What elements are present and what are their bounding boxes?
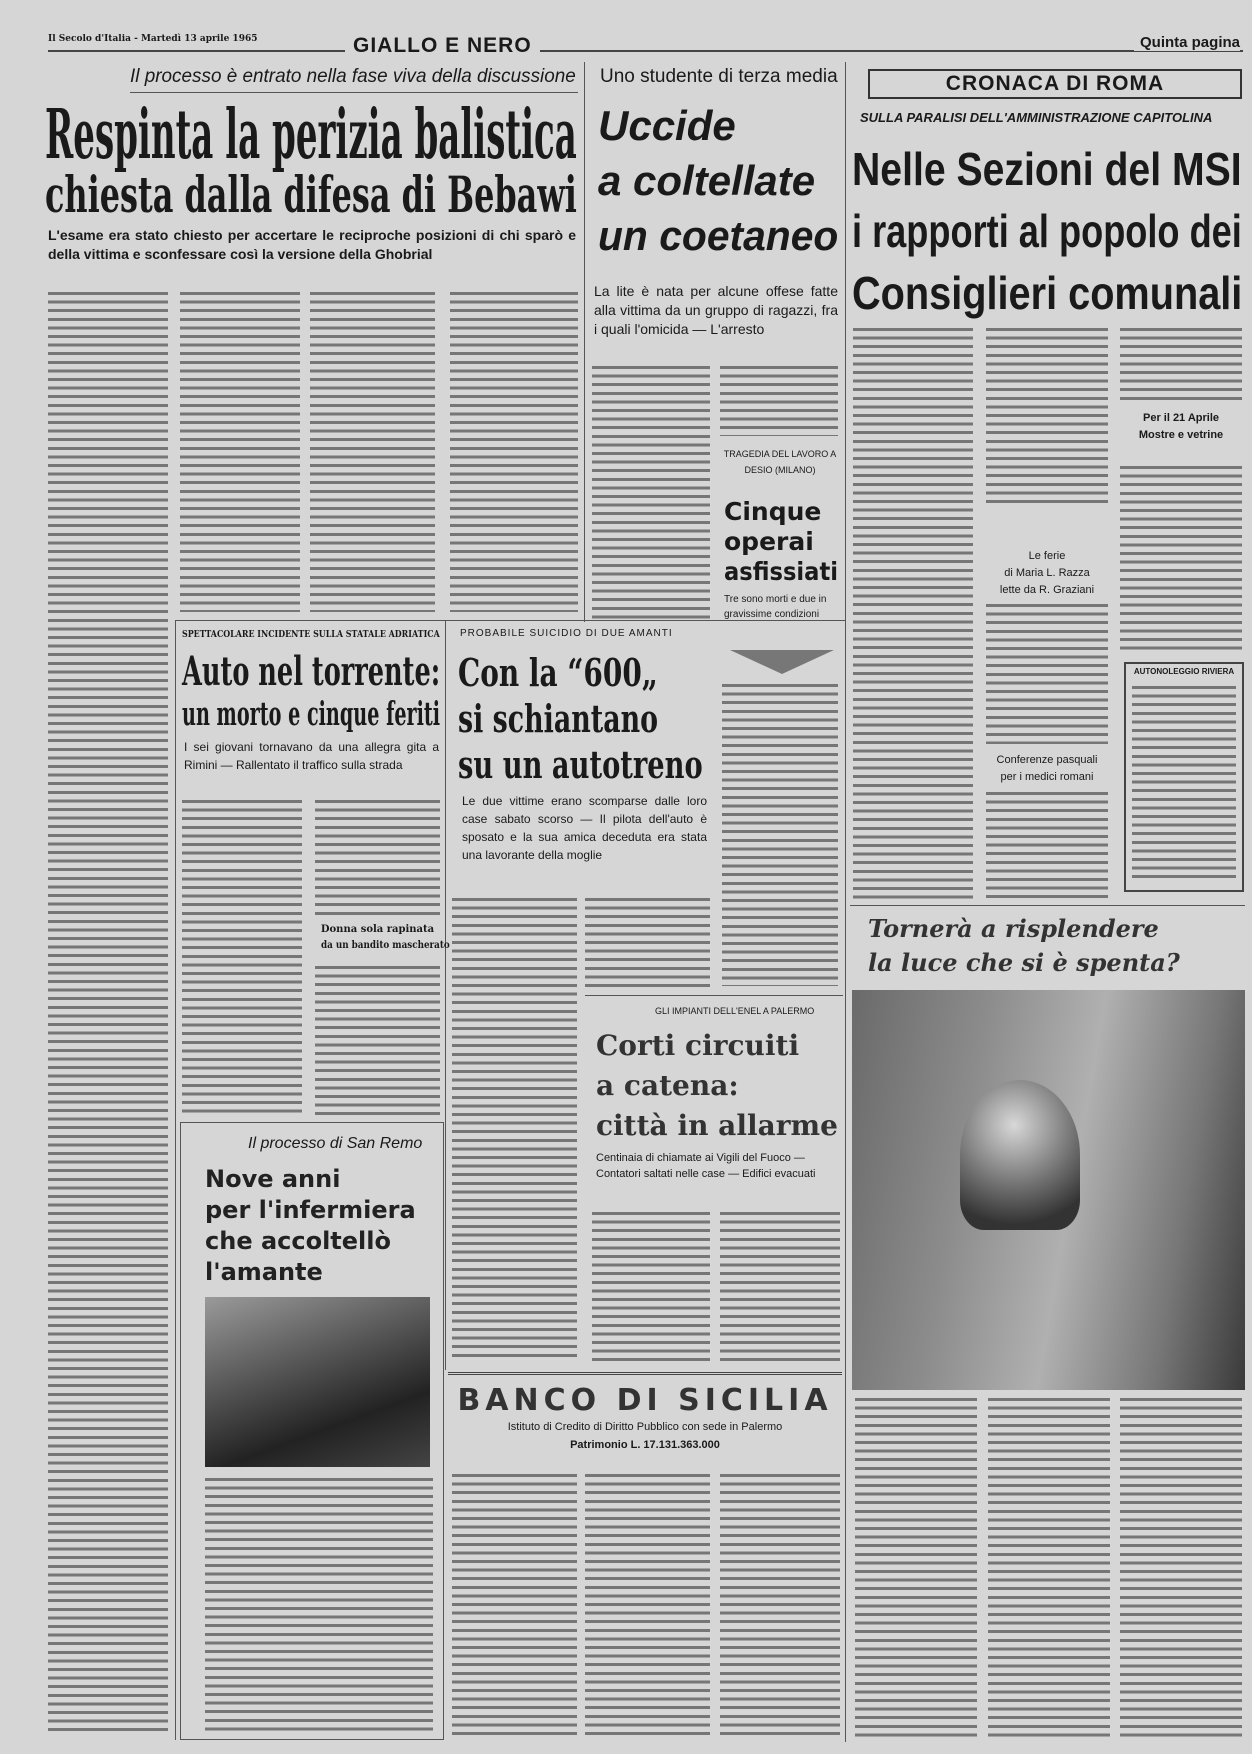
cronaca-sub-conferenze — [986, 752, 1108, 786]
tornera-headline-line: Tornerà a risplendere — [868, 914, 1159, 943]
masthead-rule — [48, 50, 1243, 52]
cronaca-body — [986, 328, 1108, 508]
main-headline-1: Respinta la perizia balistica — [45, 95, 577, 175]
seicento-headline-line: Con la “600„ — [458, 650, 658, 695]
sub-line: Conferenze pasquali — [996, 754, 1098, 766]
cronaca-headline-line: Consiglieri comunali — [852, 267, 1243, 319]
tornera-headline — [868, 912, 1180, 980]
cronaca-headline-line: Nelle Sezioni del MSI — [852, 143, 1242, 195]
cronaca-headline — [852, 138, 1252, 324]
sub-line: da un bandito mascherato — [320, 940, 450, 951]
column-rule — [175, 620, 176, 1740]
student-headline-line: Uccide — [598, 102, 736, 149]
auto-sub — [312, 922, 450, 954]
student-headline-line: un coetaneo — [598, 212, 839, 259]
photo-figure — [960, 1080, 1080, 1230]
main-body — [310, 292, 435, 612]
sub-line: per i medici romani — [1000, 771, 1094, 783]
column-rule — [584, 62, 585, 622]
cinque-headline-line: Cinque — [724, 497, 822, 526]
main-kicker: Il processo è entrato nella fase viva della discussione — [130, 66, 576, 87]
column-rule — [445, 620, 446, 1370]
cinque-headline — [724, 497, 850, 587]
cronaca-body — [986, 604, 1108, 744]
enel-body — [592, 1212, 710, 1362]
seicento-deck: Le due vittime erano scomparse dalle loro case sabato scorso — Il pilota dell'auto è sposato e la sua amica deceduta era stata una lavorante della moglie — [462, 794, 707, 862]
ad-price-list — [1132, 686, 1236, 882]
auto-kicker: SPETTACOLARE INCIDENTE SULLA STATALE ADRIATICA — [182, 630, 440, 640]
student-deck: La lite è nata per alcune offese fatte alla vittima da un gruppo di ragazzi, fra i quali l'omicida — L'arresto — [594, 283, 838, 337]
banco-body — [452, 1474, 577, 1739]
auto-body — [315, 966, 440, 1115]
enel-body — [720, 1212, 840, 1362]
sanremo-headline-line: l'amante — [205, 1258, 323, 1286]
sanremo-headline-line: Nove anni — [205, 1165, 341, 1193]
sanremo-headline — [205, 1164, 416, 1288]
cronaca-body — [1120, 328, 1242, 404]
cinque-headline-line: asfissiati — [724, 557, 839, 586]
seicento-headline — [458, 650, 799, 788]
enel-deck: Centinaia di chiamate ai Vigili del Fuoco — Contatori saltati nelle case — Edifici evacuati — [596, 1152, 816, 1180]
banco-body — [720, 1474, 840, 1739]
sub-line: Donna sola rapinata — [320, 924, 435, 935]
main-body — [180, 292, 300, 612]
tornera-body — [1120, 1398, 1242, 1738]
sanremo-headline-line: che accoltellò — [205, 1227, 391, 1255]
cinque-headline-line: operai — [724, 527, 814, 556]
auto-body — [315, 800, 440, 915]
sub-line: di Maria L. Razza — [1004, 567, 1090, 579]
page-label: Quinta pagina — [1134, 34, 1240, 51]
enel-headline-line: a catena: — [596, 1069, 739, 1102]
sanremo-kicker: Il processo di San Remo — [248, 1135, 423, 1152]
seicento-headline-line: si schiantano — [458, 696, 659, 741]
sub-line: lette da R. Graziani — [999, 584, 1095, 596]
cronaca-sub-21-aprile: Per il 21 Aprile Mostre e vetrine — [1138, 412, 1224, 441]
sanremo-body — [205, 1478, 433, 1733]
student-body — [720, 366, 838, 436]
cronaca-box: CRONACA DI ROMA — [868, 69, 1242, 99]
student-headline — [598, 98, 845, 263]
enel-headline-line: Corti circuiti — [596, 1029, 800, 1062]
tornera-body — [988, 1398, 1110, 1738]
masthead-date: Il Secolo d'Italia - Martedì 13 aprile 1965 — [48, 34, 258, 44]
banco-ad — [448, 1372, 842, 1467]
cronaca-body — [986, 792, 1108, 903]
ad-title: AUTONOLEGGIO RIVIERA — [1133, 667, 1235, 676]
section-rule — [850, 905, 1245, 906]
banco-name: BANCO DI SICILIA — [457, 1383, 833, 1418]
cronaca-sub-ferie — [986, 548, 1108, 599]
ad-autonoleggio — [1124, 662, 1244, 892]
enel-kicker: GLI IMPIANTI DELL'ENEL A PALERMO — [655, 1006, 815, 1016]
banco-line-2: Patrimonio L. 17.131.363.000 — [570, 1439, 720, 1451]
banco-body — [585, 1474, 710, 1739]
sanremo-headline-line: per l'infermiera — [205, 1196, 416, 1224]
cinque-kicker: TRAGEDIA DEL LAVORO A DESIO (MILANO) — [723, 449, 837, 475]
main-deck: L'esame era stato chiesto per accertare le reciproche posizioni di chi sparò e della vittima e sconfessare così la versione della Ghobrial — [48, 227, 576, 262]
tornera-headline-line: la luce che si è spenta? — [868, 948, 1180, 977]
auto-deck: I sei giovani tornavano da una allegra gita a Rimini — Rallentato il traffico sulla strada — [184, 740, 439, 772]
court-photo — [205, 1297, 430, 1467]
student-body — [592, 366, 710, 620]
sub-line: Le ferie — [1028, 550, 1066, 562]
main-body — [450, 292, 578, 612]
tornera-body — [855, 1398, 977, 1738]
section-rule — [585, 995, 843, 996]
section-title: GIALLO E NERO — [345, 34, 540, 58]
cinque-deck: Tre sono morti e due in gravissime condizioni — [724, 594, 827, 620]
column-rule — [845, 62, 846, 1742]
student-kicker: Uno studente di terza media — [600, 66, 838, 87]
enel-headline — [596, 1026, 838, 1146]
student-headline-line: a coltellate — [598, 157, 816, 204]
kicker-rule — [130, 92, 578, 93]
auto-headline-1: Auto nel torrente: — [182, 648, 441, 695]
main-headline-2: chiesta dalla difesa di Bebawi — [45, 165, 577, 224]
cronaca-body — [853, 328, 973, 903]
seicento-kicker: PROBABILE SUICIDIO DI DUE AMANTI — [460, 628, 673, 639]
seicento-body — [452, 898, 577, 1361]
auto-body — [182, 800, 302, 1115]
cronaca-kicker: SULLA PARALISI DELL'AMMINISTRAZIONE CAPITOLINA — [860, 110, 1213, 125]
cronaca-headline-line: i rapporti al popolo dei — [852, 205, 1242, 257]
enel-headline-line: città in allarme — [596, 1109, 838, 1142]
auto-headline-2: un morto e cinque feriti — [182, 694, 441, 733]
banco-line-1: Istituto di Credito di Diritto Pubblico con sede in Palermo — [507, 1421, 783, 1433]
cronaca-body — [1120, 466, 1242, 652]
main-body — [48, 292, 168, 1737]
seicento-body — [585, 898, 710, 990]
seicento-headline-line: su un autotreno — [458, 742, 703, 787]
